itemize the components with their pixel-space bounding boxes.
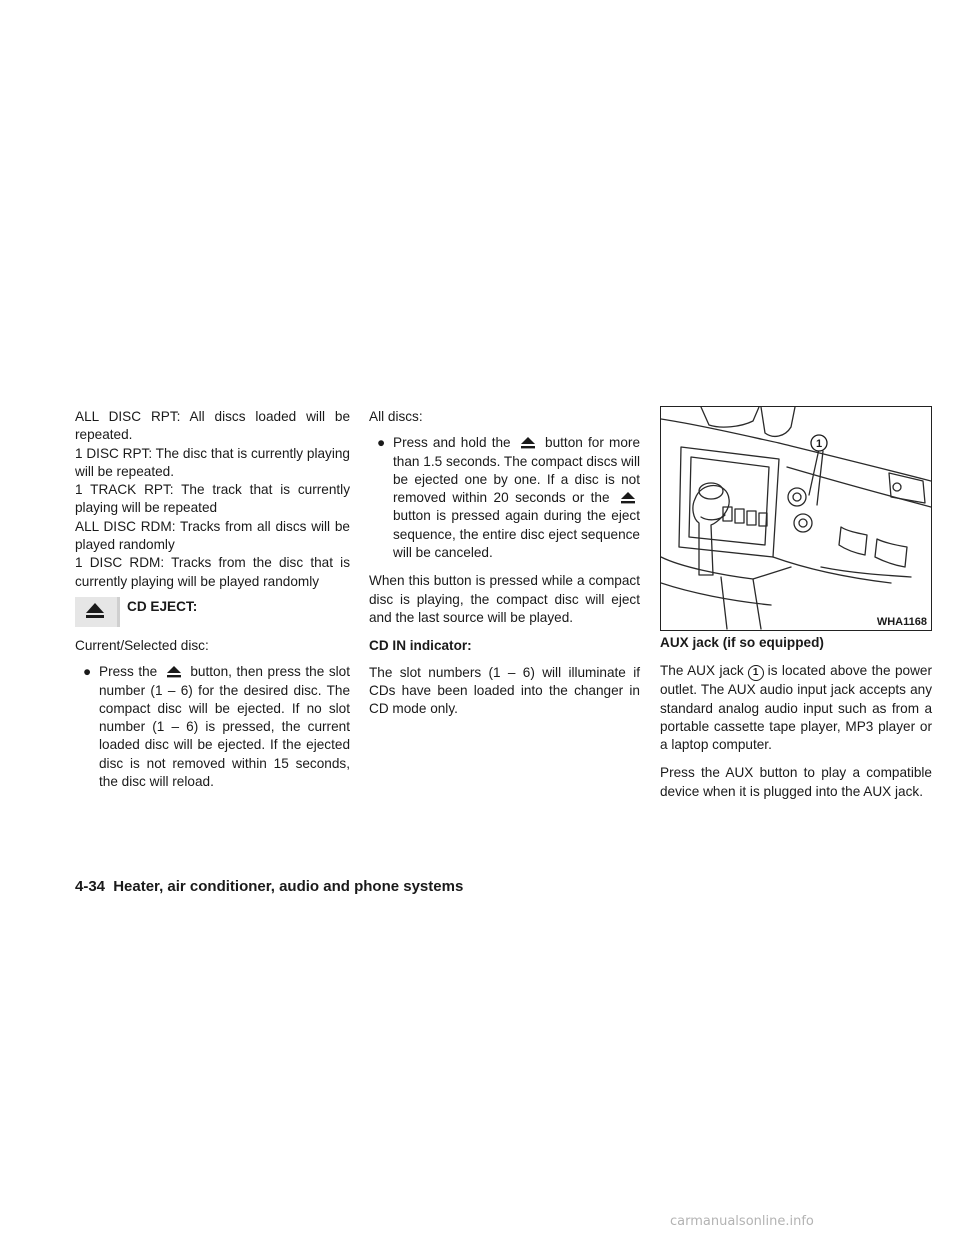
eject-icon <box>620 492 636 504</box>
bullet-text-end: button, then press the slot number (1 – 6) for the desired disc. The compact disc will be ejected. If no slot number (1 – 6) is pressed, the current loaded disc will be ejected. If the ejected disc is not removed within 15 seconds, the disc will reload. <box>99 664 350 790</box>
bullet-text-part1: Press and hold the <box>393 435 511 451</box>
bullet-text-part2: button for more than 1.5 seconds. The compact discs will be ejected one by one. If a disc is not removed within 20 seconds or the <box>393 435 641 506</box>
bullet-text-start: Press the <box>99 664 158 680</box>
aux-button-paragraph: Press the AUX button to play a compatible device when it is plugged into the AUX jack. <box>660 765 932 799</box>
dashboard-drawing <box>661 407 931 630</box>
page-number: 4-34 <box>75 878 106 895</box>
repeat-mode-1-track-rpt: 1 TRACK RPT: The track that is currently playing will be repeated <box>75 482 350 516</box>
section-title: Heater, air conditioner, audio and phone systems <box>113 878 464 895</box>
column-left <box>75 408 350 791</box>
repeat-mode-all-disc-rdm: ALL DISC RDM: Tracks from all discs will be played randomly <box>75 518 350 553</box>
aux-jack-heading: AUX jack (if so equipped) <box>660 635 824 650</box>
all-discs-label: All discs: <box>369 409 423 424</box>
playing-eject-paragraph: When this button is pressed while a compact disc is playing, the compact disc will eject and the last source will be played. <box>369 573 640 625</box>
aux-jack-illustration <box>660 406 932 631</box>
current-disc-label: Current/Selected disc: <box>75 637 209 653</box>
page-footer <box>75 878 463 895</box>
all-discs-bullet: ● Press and hold the button for more than 1.5 seconds. The compact discs will be ejected one by one. If a disc is not removed within 20 seconds or the button is pressed again during the eject sequence, the entire disc eject sequence will be canceled. <box>377 435 641 561</box>
column-right <box>660 634 932 801</box>
repeat-mode-1-disc-rdm: 1 DISC RDM: Tracks from the disc that is currently playing will be played randomly <box>75 555 350 589</box>
eject-icon <box>75 597 120 627</box>
eject-icon <box>166 666 182 678</box>
repeat-mode-all-disc-rpt: ALL DISC RPT: All discs loaded will be repeated. <box>75 409 350 443</box>
cd-in-paragraph: The slot numbers (1 – 6) will illuminate if CDs have been loaded into the changer in CD mode only. <box>369 664 640 717</box>
current-disc-bullet: ● Press the button, then press the slot number (1 – 6) for the desired disc. The compact disc will be ejected. If no slot number (1 – 6) is pressed, the current loaded disc will be ejected. If the ejected disc is not removed within 15 seconds, the disc will reload. <box>83 664 350 790</box>
aux-jack-paragraph <box>660 662 932 754</box>
aux-text-end: is located above the power outlet. The AUX audio input jack accepts any standard analog audio input such as from a portable cassette tape player, MP3 player or a laptop computer. <box>660 663 933 753</box>
eject-icon <box>520 437 536 449</box>
watermark-text: carmanualsonline.info <box>670 1214 814 1229</box>
aux-text-start: The AUX jack <box>660 663 744 679</box>
cd-in-heading: CD IN indicator: <box>369 638 472 654</box>
cd-eject-heading <box>75 597 350 629</box>
cd-eject-label: CD EJECT: <box>127 598 198 614</box>
bullet-text-part3: button is pressed again during the eject sequence, the entire disc eject sequence will be canceled. <box>393 508 640 561</box>
figure-callout-1: 1 <box>815 438 823 450</box>
column-middle <box>369 408 640 718</box>
callout-1-icon: 1 <box>748 665 764 681</box>
figure-code: WHA1168 <box>876 616 927 628</box>
repeat-mode-1-disc-rpt: 1 DISC RPT: The disc that is currently playing will be repeated. <box>75 445 350 479</box>
